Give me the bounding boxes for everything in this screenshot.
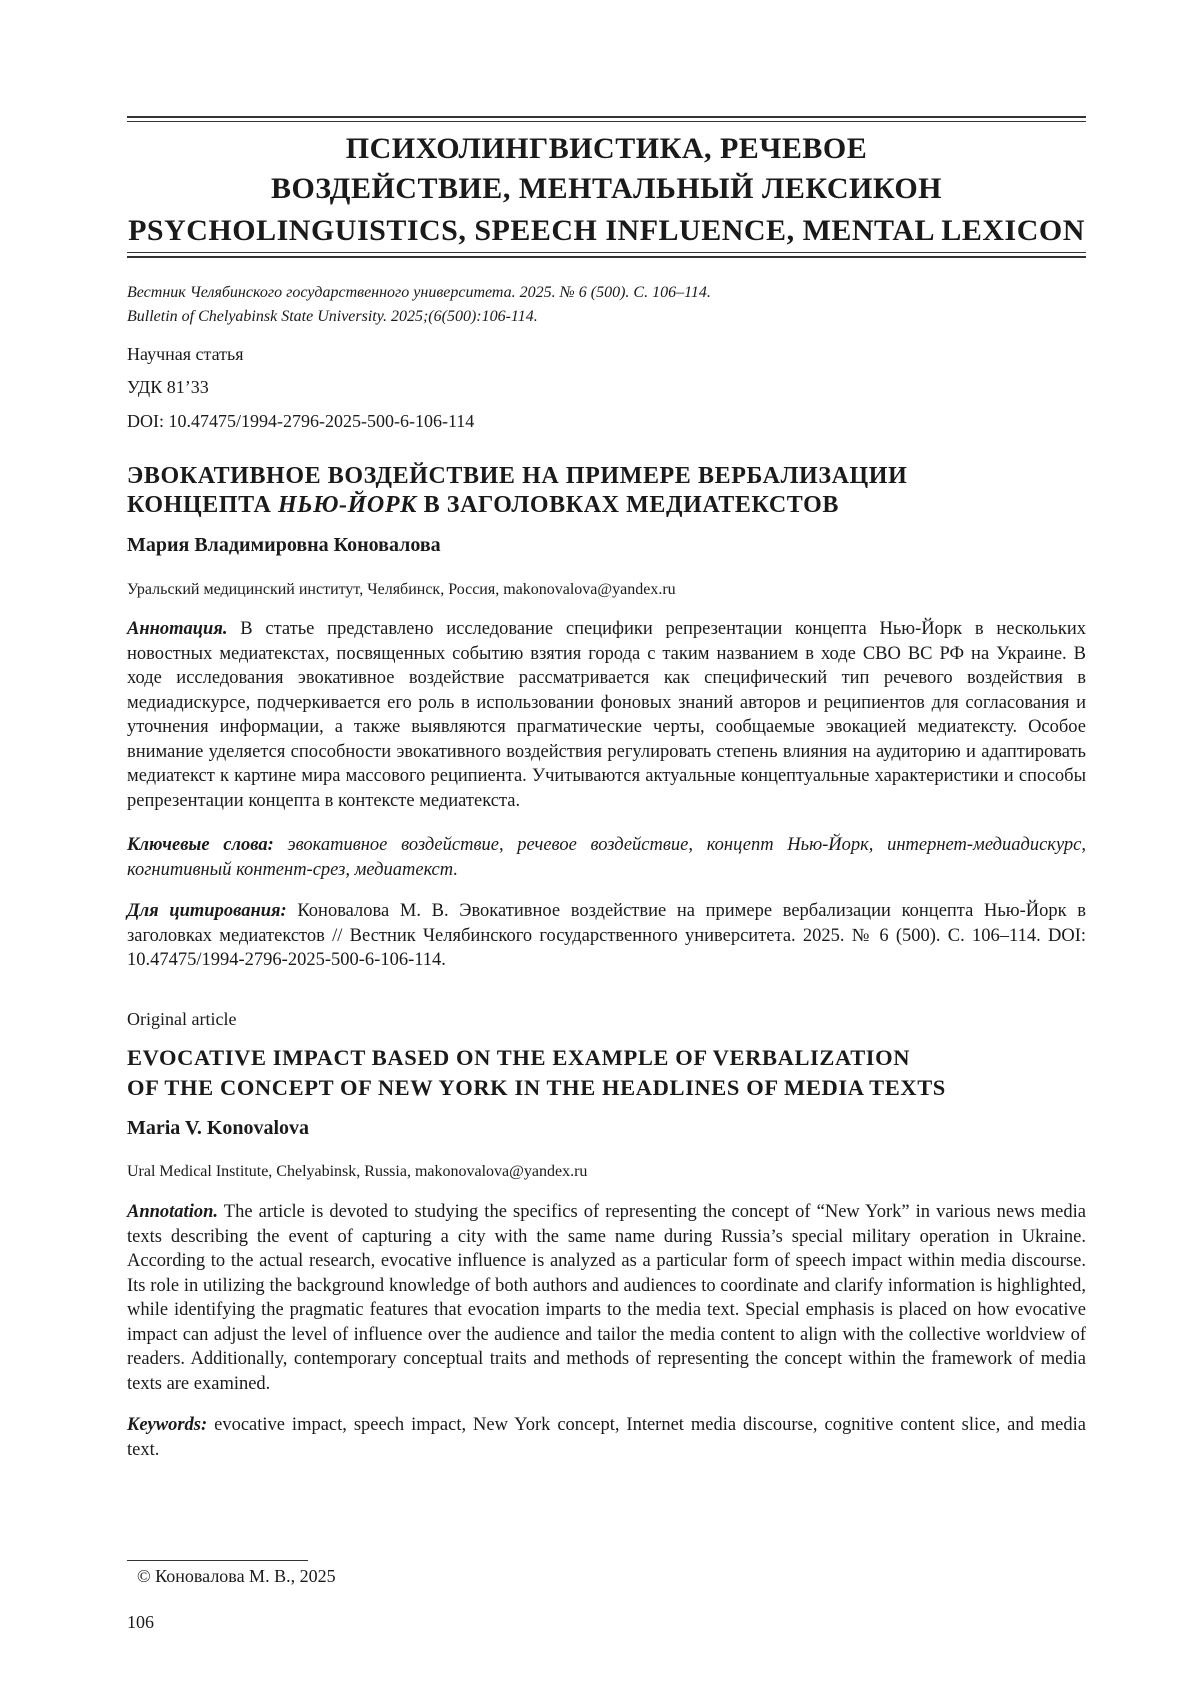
citation-ru-text: Коновалова М. В. Эвокативное воздействие на примере вербализации концепта Нью-Йорк в заголовках медиатекстов // Вестник Челябинского государственного университета. 2025. № 6 (500). С. 106–114. DOI: 10.47475/1994-2796-2025-500-6-106-114. — [127, 901, 1086, 970]
title-en-line-1: EVOCATIVE IMPACT BASED ON THE EXAMPLE OF VERBALIZATION — [127, 1045, 911, 1070]
header-rule-top-2 — [127, 121, 1086, 122]
footnote-rule — [127, 1560, 308, 1561]
keywords-ru-text: эвокативное воздействие, речевое воздействие, концепт Нью-Йорк, интернет-медиадискурс, когнитивный контент-срез, медиатекст. — [127, 835, 1086, 880]
udk: УДК 81’33 — [127, 377, 209, 397]
annotation-ru — [127, 617, 1086, 813]
article-type-en: Original article — [127, 1009, 237, 1029]
journal-citation-ru: Вестник Челябинского государственного университета. 2025. № 6 (500). С. 106–114. — [127, 284, 711, 301]
copyright-footnote: © Коновалова М. В., 2025 — [137, 1566, 336, 1586]
keywords-en — [127, 1413, 1086, 1462]
article-type-ru: Научная статья — [127, 344, 244, 364]
author-ru: Мария Владимировна Коновалова — [127, 534, 441, 556]
annotation-en-label: Annotation. — [127, 1202, 219, 1222]
title-en-line-2: OF THE CONCEPT OF NEW YORK IN THE HEADLINES OF MEDIA TEXTS — [127, 1075, 946, 1100]
keywords-en-label: Keywords: — [127, 1415, 208, 1435]
header-rule-top-1 — [127, 116, 1086, 118]
journal-citation-en: Bulletin of Chelyabinsk State University. 2025;(6(500):106-114. — [127, 308, 538, 325]
citation-ru — [127, 899, 1086, 973]
doi: DOI: 10.47475/1994-2796-2025-500-6-106-114 — [127, 411, 475, 431]
keywords-en-text: evocative impact, speech impact, New York concept, Internet media discourse, cognitive content slice, and media text. — [127, 1415, 1086, 1460]
title-ru-line-2 — [127, 492, 1086, 519]
affiliation-ru: Уральский медицинский институт, Челябинск, Россия, makonovalova@yandex.ru — [127, 581, 676, 598]
affiliation-en: Ural Medical Institute, Chelyabinsk, Russia, makonovalova@yandex.ru — [127, 1163, 588, 1180]
title-ru-concept: НЬЮ-ЙОРК — [278, 492, 417, 518]
section-header-line-3: PSYCHOLINGUISTICS, SPEECH INFLUENCE, MENTAL LEXICON — [128, 214, 1085, 247]
section-header-line-2: ВОЗДЕЙСТВИЕ, МЕНТАЛЬНЫЙ ЛЕКСИКОН — [270, 172, 943, 205]
citation-ru-label: Для цитирования: — [127, 901, 287, 921]
title-ru-line-2-start: КОНЦЕПТА — [127, 492, 279, 518]
author-en: Maria V. Konovalova — [127, 1117, 310, 1139]
annotation-ru-label: Аннотация. — [127, 619, 228, 639]
annotation-en — [127, 1200, 1086, 1396]
keywords-ru — [127, 833, 1086, 882]
section-header-line-1: ПСИХОЛИНГВИСТИКА, РЕЧЕВОЕ — [345, 132, 868, 165]
title-ru-line-1: ЭВОКАТИВНОЕ ВОЗДЕЙСТВИЕ НА ПРИМЕРЕ ВЕРБАЛИЗАЦИИ — [127, 463, 908, 489]
annotation-ru-text: В статье представлено исследование специфики репрезентации концепта Нью-Йорк в нескольких новостных медиатекстах, посвященных событию взятия города с таким названием в ходе СВО ВС РФ на Украине. В ходе исследования эвокативное воздействие рассматривается как специфический тип речевого воздействия в медиадискурсе, подчеркивается его роль в использовании фоновых знаний авторов и реципиентов для согласования и уточнения информации, а также выявляются прагматические черты, сообщаемые эвокацией медиатексту. Особое внимание уделяется способности эвокативного воздействия регулировать степень влияния на аудиторию и адаптировать медиатекст к картине мира массового реципиента. Учитываются актуальные концептуальные характеристики и способы репрезентации концепта в контексте медиатекста. — [127, 619, 1086, 811]
title-ru-line-2-end: В ЗАГОЛОВКАХ МЕДИАТЕКСТОВ — [417, 492, 839, 518]
page-number: 106 — [127, 1612, 154, 1632]
annotation-en-text: The article is devoted to studying the specifics of representing the concept of “New York” in various news media texts describing the event of capturing a city with the same name during Russia’s special military operation in Ukraine. According to the actual research, evocative influence is analyzed as a particular form of speech impact within media discourse. Its role in utilizing the background knowledge of both authors and audiences to coordinate and clarify information is highlighted, while identifying the pragmatic features that evocation imparts to the media text. Special emphasis is placed on how evocative impact can adjust the level of influence over the audience and tailor the media content to align with the collective worldview of readers. Additionally, contemporary conceptual traits and methods of representing the concept within the framework of media texts are examined. — [127, 1202, 1086, 1394]
header-rule-bottom-1 — [127, 252, 1086, 253]
header-rule-bottom-2 — [127, 256, 1086, 258]
keywords-ru-label: Ключевые слова: — [127, 835, 274, 855]
